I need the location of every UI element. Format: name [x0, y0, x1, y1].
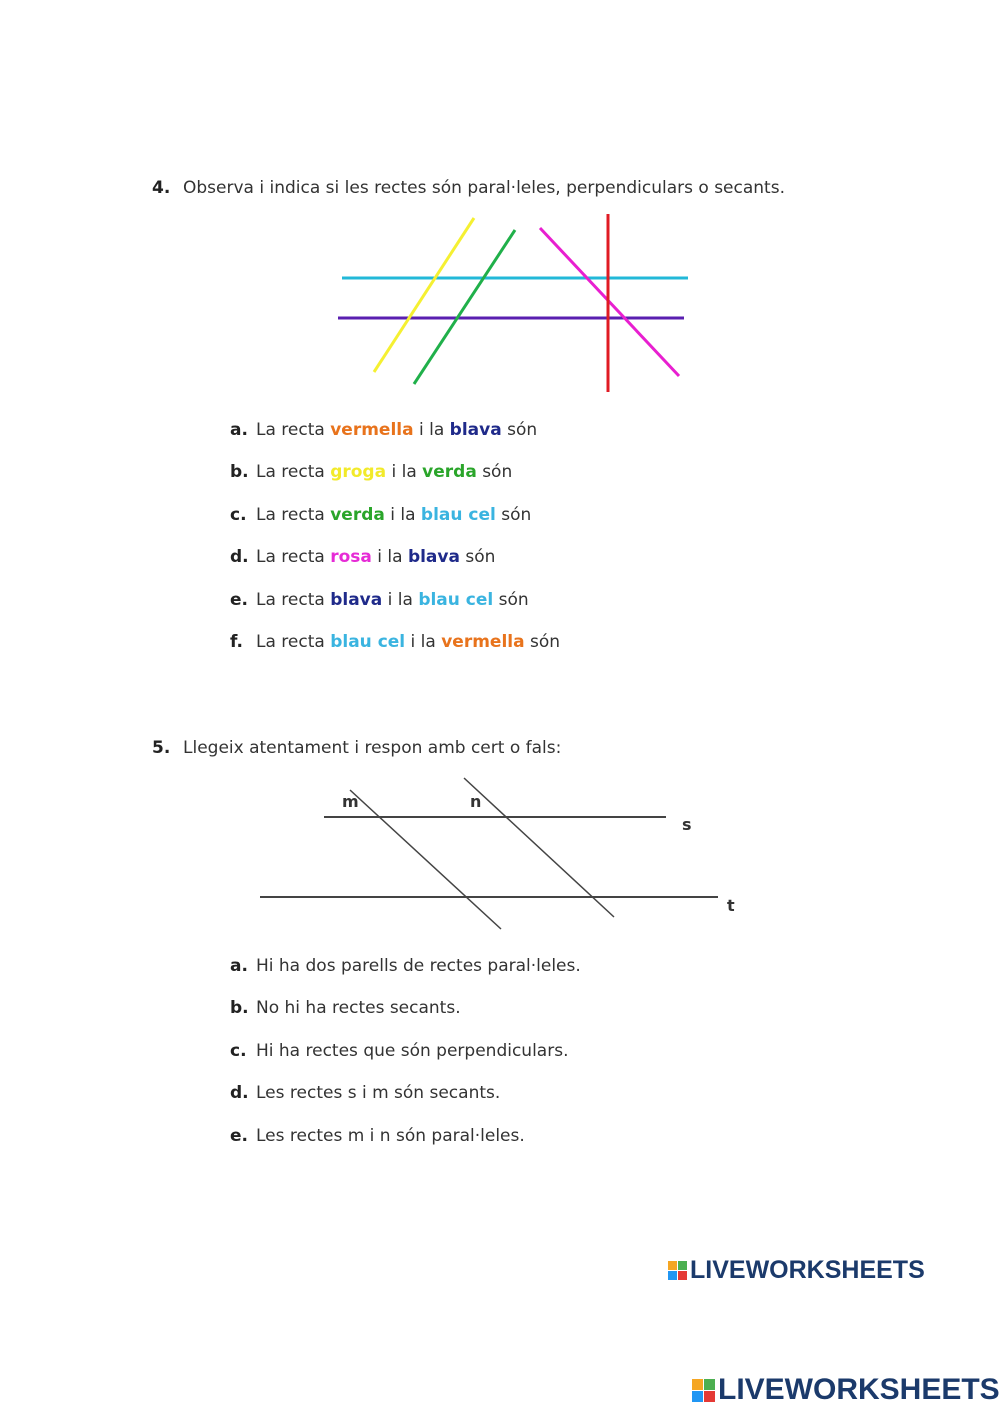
q5-number: 5.: [152, 738, 171, 758]
q5-items: [230, 956, 581, 1168]
liveworksheets-logo-footer: [692, 1373, 1000, 1407]
item-pre: La recta: [256, 505, 331, 525]
item-pre: La recta: [256, 547, 331, 567]
q5-item-d: [230, 1083, 581, 1126]
logo-text: LIVEWORKSHEETS: [718, 1373, 1000, 1406]
label-m: m: [342, 792, 359, 811]
item-text: Les rectes m i n són paral·leles.: [256, 1126, 525, 1146]
q5-item-a: [230, 956, 581, 998]
item-letter: e.: [230, 590, 248, 610]
item-post: són: [524, 632, 561, 652]
item-text: Hi ha rectes que són perpendiculars.: [256, 1041, 569, 1061]
item-pre: La recta: [256, 590, 331, 610]
item-post: són: [501, 420, 538, 440]
item-letter: c.: [230, 1041, 247, 1061]
color-word: verda: [330, 505, 385, 525]
q4-number: 4.: [152, 178, 171, 198]
item-pre: La recta: [256, 420, 331, 440]
q5-item-c: [230, 1041, 581, 1083]
item-letter: e.: [230, 1126, 248, 1146]
color-word: blau cel: [418, 590, 494, 610]
q5-item-e: [230, 1126, 581, 1168]
q4-instruction: Observa i indica si les rectes són paral·leles, perpendiculars o secants.: [183, 178, 785, 198]
item-pre: La recta: [256, 632, 331, 652]
item-letter: b.: [230, 462, 249, 482]
item-letter: f.: [230, 632, 243, 652]
item-letter: d.: [230, 1083, 249, 1103]
item-mid: i la: [384, 505, 421, 525]
label-n: n: [470, 792, 482, 811]
color-word: blau cel: [420, 505, 496, 525]
label-t: t: [727, 896, 735, 915]
liveworksheets-logo-icon: [668, 1261, 687, 1280]
item-post: són: [459, 547, 496, 567]
color-word: blava: [449, 420, 502, 440]
item-letter: a.: [230, 956, 248, 976]
q5-item-b: [230, 998, 581, 1041]
label-s: s: [682, 815, 692, 834]
color-word: rosa: [330, 547, 372, 567]
color-word: blava: [407, 547, 460, 567]
item-letter: a.: [230, 420, 248, 440]
item-mid: i la: [386, 462, 423, 482]
color-word: vermella: [330, 420, 414, 440]
item-letter: c.: [230, 505, 247, 525]
color-word: vermella: [441, 632, 525, 652]
item-mid: i la: [413, 420, 450, 440]
item-mid: i la: [371, 547, 408, 567]
item-text: No hi ha rectes secants.: [256, 998, 461, 1018]
item-text: Les rectes s i m són secants.: [256, 1083, 501, 1103]
item-post: són: [495, 505, 532, 525]
item-post: són: [493, 590, 529, 610]
item-post: són: [476, 462, 513, 482]
logo-text: LIVEWORKSHEETS: [690, 1256, 925, 1284]
color-word: verda: [422, 462, 477, 482]
liveworksheets-logo-icon: [692, 1379, 715, 1402]
item-text: Hi ha dos parells de rectes paral·leles.: [256, 956, 581, 976]
item-letter: b.: [230, 998, 249, 1018]
item-mid: i la: [405, 632, 442, 652]
color-word: blava: [330, 590, 383, 610]
item-mid: i la: [382, 590, 419, 610]
color-word: blau cel: [330, 632, 406, 652]
q5-instruction: Llegeix atentament i respon amb cert o fals:: [183, 738, 562, 758]
item-pre: La recta: [256, 462, 331, 482]
item-letter: d.: [230, 547, 249, 567]
color-word: groga: [330, 462, 387, 482]
liveworksheets-logo: [668, 1256, 925, 1285]
